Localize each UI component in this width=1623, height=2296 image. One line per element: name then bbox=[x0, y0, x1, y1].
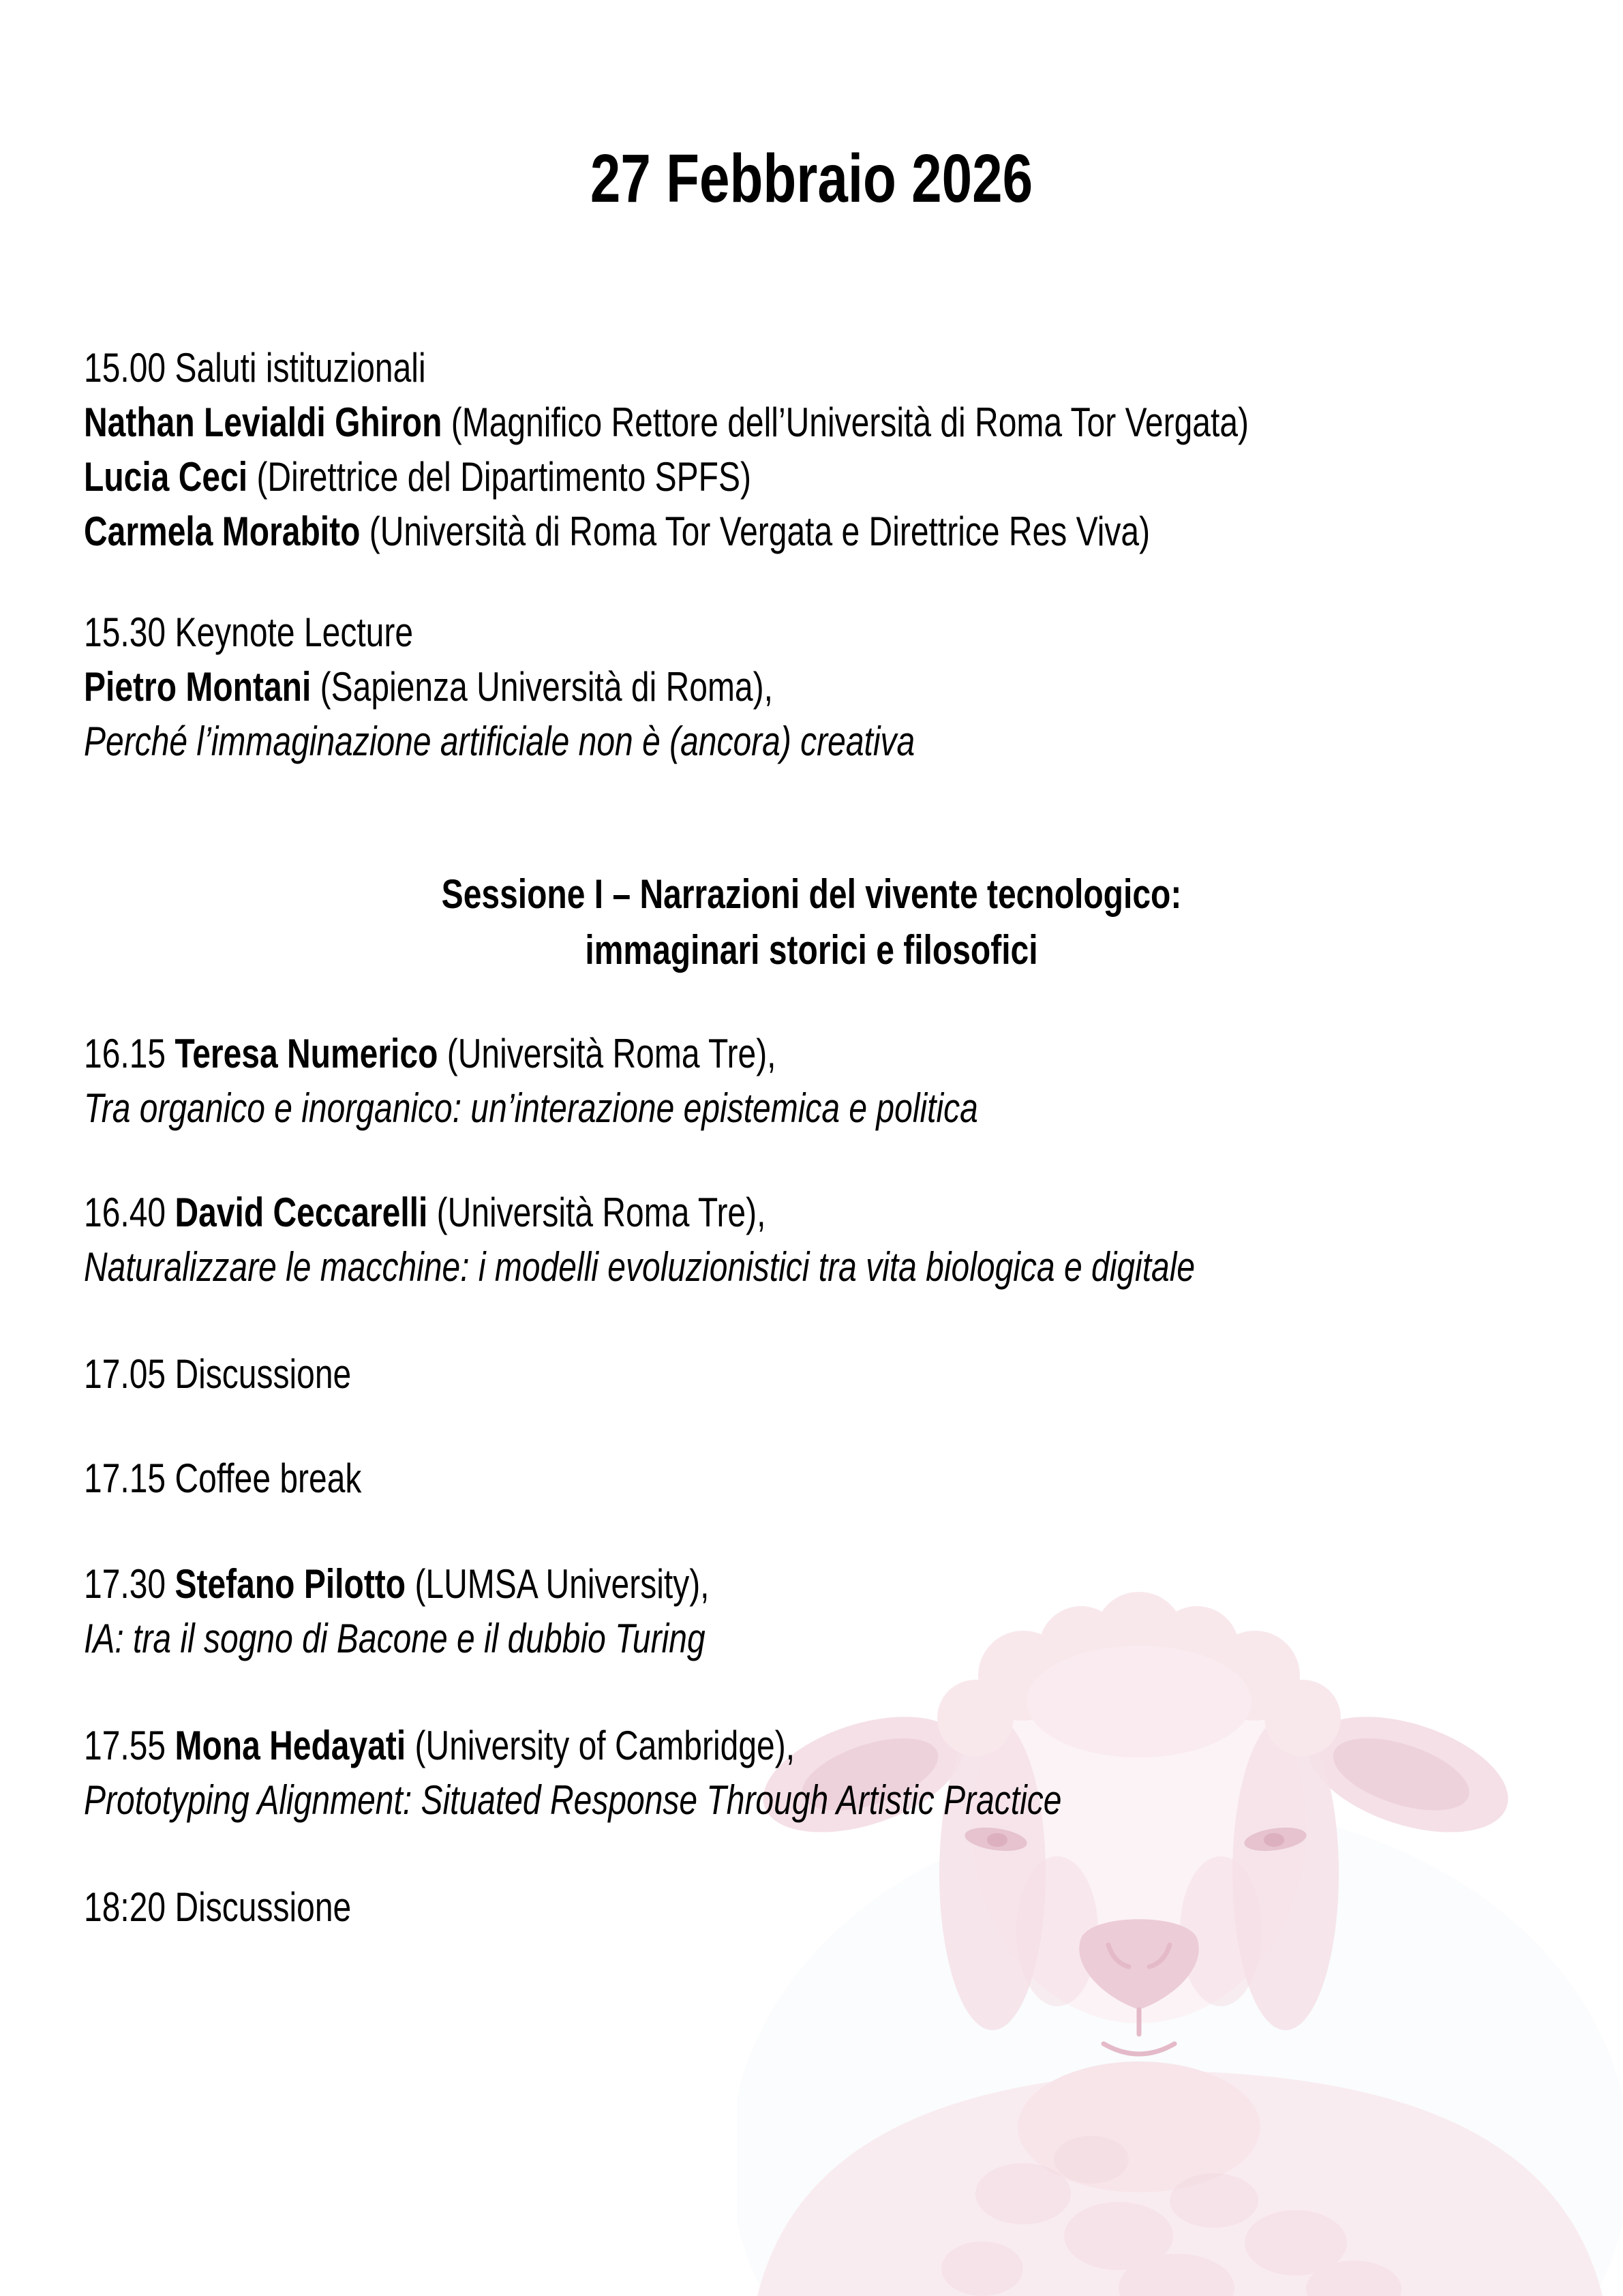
speaker-name: Pietro Montani bbox=[84, 664, 312, 710]
talk-time: 17.30 bbox=[84, 1561, 166, 1607]
talk-block-2 bbox=[84, 1185, 1195, 1295]
keynote-block bbox=[84, 605, 915, 769]
talk-time: 16.40 bbox=[84, 1190, 166, 1235]
session-heading-line2: immaginari storici e filosofici bbox=[585, 927, 1038, 973]
speaker-affiliation: (Università Roma Tre), bbox=[446, 1031, 776, 1076]
talk-speaker-line bbox=[84, 1185, 1195, 1240]
coffee-break-block bbox=[84, 1451, 361, 1506]
welcome-person-line bbox=[84, 395, 1249, 450]
talk-time: 16.15 bbox=[84, 1031, 166, 1076]
session-heading-line1: Sessione I – Narrazioni del vivente tecnologico: bbox=[441, 871, 1182, 917]
talk-speaker-line bbox=[84, 1557, 710, 1612]
person-name: Carmela Morabito bbox=[84, 509, 361, 554]
speaker-affiliation: (Università Roma Tre), bbox=[436, 1190, 766, 1235]
discussion-label: 18:20 Discussione bbox=[84, 1884, 352, 1930]
welcome-person-line bbox=[84, 504, 1249, 559]
speaker-name: Mona Hedayati bbox=[175, 1723, 406, 1768]
person-affiliation: (Direttrice del Dipartimento SPFS) bbox=[256, 454, 751, 500]
speaker-affiliation: (Sapienza Università di Roma), bbox=[320, 664, 773, 710]
talk-title: Prototyping Alignment: Situated Response Through Artistic Practice bbox=[84, 1777, 1062, 1823]
talk-speaker-line bbox=[84, 1027, 978, 1081]
person-name: Lucia Ceci bbox=[84, 454, 248, 500]
talk-title: IA: tra il sogno di Bacone e il dubbio Turing bbox=[84, 1616, 706, 1661]
talk-title: Tra organico e inorganico: un’interazione epistemica e politica bbox=[84, 1085, 978, 1131]
talk-title: Naturalizzare le macchine: i modelli evoluzionistici tra vita biologica e digitale bbox=[84, 1244, 1196, 1290]
person-name: Nathan Levialdi Ghiron bbox=[84, 399, 442, 445]
welcome-heading: 15.00 Saluti istituzionali bbox=[84, 345, 426, 391]
discussion-block-2 bbox=[84, 1880, 351, 1935]
talk-block-4 bbox=[84, 1719, 1062, 1828]
speaker-name: Stefano Pilotto bbox=[175, 1561, 406, 1607]
coffee-break-label: 17.15 Coffee break bbox=[84, 1455, 362, 1501]
speaker-affiliation: (University of Cambridge), bbox=[414, 1723, 795, 1768]
welcome-person-line bbox=[84, 450, 1249, 504]
talk-block-3 bbox=[84, 1557, 710, 1666]
talk-time: 17.55 bbox=[84, 1723, 166, 1768]
speaker-name: David Ceccarelli bbox=[175, 1190, 428, 1235]
talk-block-1 bbox=[84, 1027, 978, 1136]
page-title: 27 Febbraio 2026 bbox=[590, 140, 1033, 217]
speaker-affiliation: (LUMSA University), bbox=[414, 1561, 710, 1607]
keynote-talk-title: Perché l’immaginazione artificiale non è (ancora) creativa bbox=[84, 719, 915, 764]
discussion-block-1 bbox=[84, 1347, 351, 1402]
keynote-speaker-line bbox=[84, 660, 915, 714]
speaker-name: Teresa Numerico bbox=[175, 1031, 438, 1076]
session-heading bbox=[162, 866, 1461, 978]
welcome-block bbox=[84, 341, 1249, 559]
person-affiliation: (Università di Roma Tor Vergata e Direttrice Res Viva) bbox=[369, 509, 1151, 554]
talk-speaker-line bbox=[84, 1719, 1062, 1773]
discussion-label: 17.05 Discussione bbox=[84, 1351, 352, 1397]
keynote-heading: 15.30 Keynote Lecture bbox=[84, 609, 414, 655]
person-affiliation: (Magnifico Rettore dell’Università di Roma Tor Vergata) bbox=[451, 399, 1249, 445]
